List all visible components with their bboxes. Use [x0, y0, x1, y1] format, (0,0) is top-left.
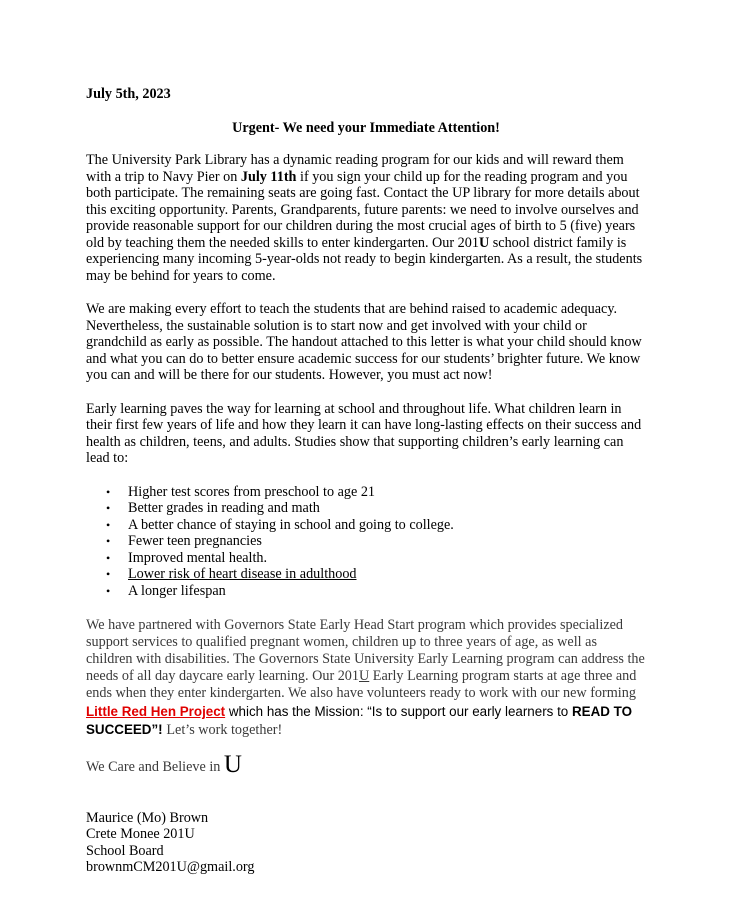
para4-quote-end: ”! — [151, 721, 167, 737]
benefit-text-underlined: Lower risk of heart disease in adulthood — [128, 566, 357, 583]
bullet-icon: • — [106, 567, 111, 582]
para1-bold-u: U — [478, 234, 490, 251]
letter-date: July 5th, 2023 — [86, 86, 171, 102]
para4-underlined-u: U — [359, 668, 370, 685]
little-red-hen-link[interactable]: Little Red Hen Project — [86, 703, 226, 719]
para4-text-2: Early Learning program starts at age three and ends when they enter kindergarten. We also have volunteers ready to work with our new forming — [86, 668, 637, 702]
bullet-icon: • — [106, 550, 111, 565]
bullet-icon: • — [106, 584, 111, 599]
para1-text-1: The University Park Library has a dynamic reading program for our kids and will reward them with a trip to Navy Pier on — [86, 152, 624, 185]
letter-page — [86, 86, 646, 876]
benefit-text: Better grades in reading and math — [128, 500, 320, 517]
letter-subject: Urgent- We need your Immediate Attention! — [232, 119, 500, 136]
read-to-succeed-text: READ TO SUCCEED — [86, 703, 632, 737]
para4-mission-text: which has the Mission: “Is to support our early learners to — [225, 703, 572, 719]
paragraph-partnership — [86, 617, 646, 739]
paragraph-early-learning: Early learning paves the way for learning at school and throughout life. What children learn in their first few years of life and how they learn it can have long-lasting effects on their success and health as children, teens, and adults. Studies show that supporting children’s early learning can lead to: — [86, 400, 642, 466]
paragraph-reading-program — [86, 152, 646, 284]
closing-text: We Care and Believe in — [86, 759, 224, 776]
bullet-icon: • — [106, 534, 111, 549]
bullet-icon: • — [106, 501, 111, 516]
signer-role: School Board — [86, 842, 164, 859]
para4-text-end: Let’s work together! — [166, 721, 283, 738]
list-item — [106, 500, 646, 517]
benefit-text: Higher test scores from preschool to age 21 — [128, 483, 376, 500]
signer-location: Crete Monee 201U — [86, 826, 195, 843]
benefits-list — [86, 484, 646, 600]
para1-bold-date: July 11th — [240, 168, 297, 185]
list-item — [106, 566, 646, 583]
bullet-icon: • — [106, 484, 111, 499]
bullet-icon: • — [106, 517, 111, 532]
benefit-text: Fewer teen pregnancies — [128, 533, 262, 550]
benefit-text: A longer lifespan — [128, 583, 226, 600]
paragraph-academic-effort: We are making every effort to teach the students that are behind raised to academic adequacy. Nevertheless, the sustainable solution is to start now and get involved with your child or grandchild as early as possible. The handout attached to this letter is what your child should know and what you can do to better ensure academic success for our students’ brighter future. We know you can and will be there for our students. However, you must act now! — [86, 301, 642, 383]
closing-line — [86, 751, 646, 779]
benefit-text: Improved mental health. — [128, 549, 268, 566]
signer-name: Maurice (Mo) Brown — [86, 809, 209, 826]
list-item — [106, 483, 646, 501]
benefit-text: A better chance of staying in school and going to college. — [128, 516, 454, 533]
para1-text-3: school district family is experiencing many incoming 5-year-olds not ready to begin kindergarten. As a result, the students may be behind for years to come. — [86, 234, 643, 284]
para1-text-2: if you sign your child up for the reading program and you both participate. The remaining seats are going fast. Contact the UP library for more details about this exciting opportunity. Parents, Grandparents, future parents: we need to involve ourselves and provide reasonable support for our children during the most crucial ages of birth to 5 (five) years old by teaching them the needed skills to enter kindergarten. Our 201 — [86, 168, 640, 251]
para4-text-1: We have partnered with Governors State Early Head Start program which provides specialized support services to qualified pregnant women, children up to three years of age, as well as children with disabilities. The Governors State University Early Learning program can address the needs of all day daycare early learning. Our 201 — [86, 616, 645, 685]
signature-block — [86, 810, 646, 876]
signer-email: brownmCM201U@gmail.org — [86, 859, 255, 876]
list-item — [106, 516, 646, 534]
list-item — [106, 549, 646, 567]
list-item — [106, 583, 646, 600]
list-item — [106, 533, 646, 550]
closing-big-u: U — [223, 751, 242, 779]
